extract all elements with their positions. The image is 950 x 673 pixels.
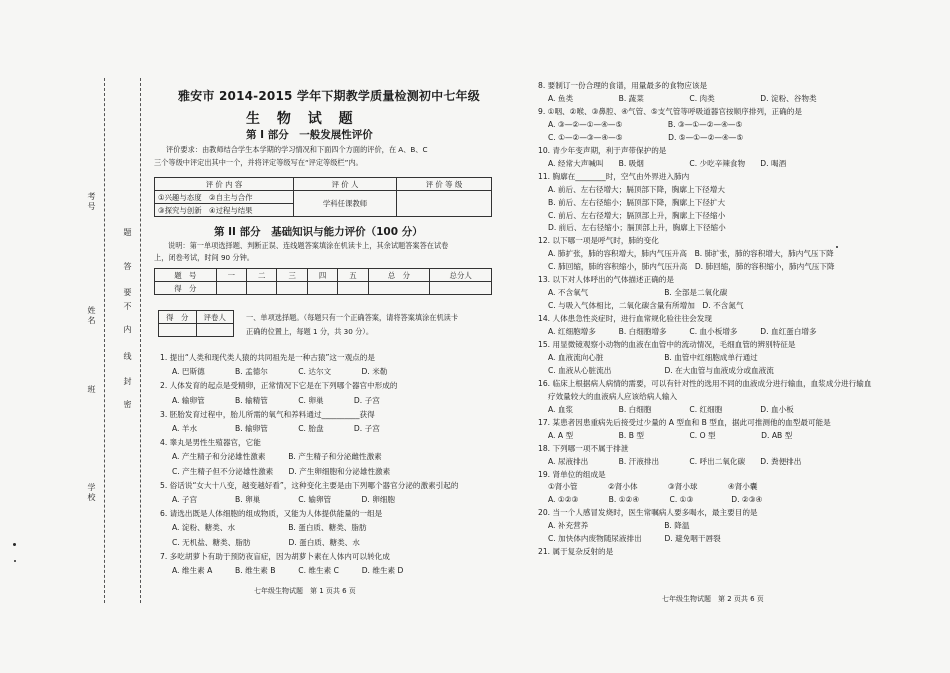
- score-col-header: 二: [247, 269, 277, 282]
- question-option: A. 肺扩张，肺的容积增大，肺内气压升高 B. 肺扩张，肺的容积增大，肺内气压下降: [548, 249, 834, 259]
- question-stem: 6. 请选出既是人体细胞的组成物质，又能为人体提供能量的一组是: [160, 509, 383, 519]
- question-stem: 15. 用显微镜观察小动物的血液在血管中的流动情况，毛细血管的辨别特征是: [538, 340, 796, 349]
- scan-speck: [836, 246, 838, 248]
- part1-instruction: 三个等级中评定出其中一个，并将评定等级写在“评定等级栏”内。: [154, 158, 363, 167]
- question-option: A. 血浆 B. 白细胞 C. 红细胞 D. 血小板: [548, 404, 794, 414]
- eval-header-evaluator: 评 价 人: [294, 178, 397, 191]
- question-option: C. 与吸入气体相比，二氧化碳含量有所增加 D. 不含氮气: [548, 301, 744, 311]
- part1-heading: 第 I 部分 一般发展性评价: [246, 129, 373, 141]
- grader-table: [158, 310, 234, 337]
- exam-title: 雅安市 2014-2015 学年下期教学质量检测初中七年级: [178, 89, 480, 103]
- question-stem: 16. 临床上根据病人病情的需要，可以有针对性的选用不同的血液成分进行输血，血浆成分进行输血: [538, 378, 872, 388]
- part2-heading: 第 II 部分 基础知识与能力评价（100 分）: [214, 226, 423, 238]
- question-stem: 18. 下列哪一项不属于排泄: [538, 443, 629, 453]
- question-stem: 11. 胸廓在________时，空气由外界进入肺内: [538, 171, 690, 181]
- question-option: C. ①—②—③—④—⑤ D. ⑤—①—②—④—⑤: [548, 132, 744, 142]
- question-stem: 10. 青少年变声期，利于声带保护的是: [538, 145, 667, 155]
- question-option: A. 维生素 A B. 维生素 B C. 维生素 C D. 维生素 D: [172, 566, 404, 575]
- score-cell[interactable]: [216, 282, 246, 295]
- question-option: A. 前后、左右径增大；膈顶部下降，胸廓上下径增大: [548, 184, 725, 194]
- evaluation-table: [154, 177, 492, 217]
- seal-char: 题: [123, 228, 132, 238]
- question-option: A. 鱼类 B. 蔬菜 C. 肉类 D. 淀粉、谷物类: [548, 93, 817, 103]
- scan-speck: [13, 543, 16, 546]
- grader-score-label: 得 分: [159, 311, 197, 324]
- question-stem: 12. 以下哪一项是呼气时，肺的变化: [538, 236, 659, 246]
- score-col-header: 四: [307, 269, 337, 282]
- footer-right: 七年级生物试题 第 2 页共 6 页: [662, 595, 764, 603]
- binding-label-name: 姓名: [87, 306, 96, 326]
- question-stem: 7. 多吃胡萝卜有助于预防夜盲症，因为胡萝卜素在人体内可以转化成: [160, 551, 390, 561]
- question-option: A. 产生精子和分泌雄性激素 B. 产生精子和分泌雌性激素: [172, 452, 382, 462]
- question-stem: 2. 人体发育的起点是受精卵，正常情况下它是在下列哪个器官中形成的: [160, 381, 398, 391]
- question-option: C. 前后、左右径增大；膈顶部上升，胸廓上下径缩小: [548, 210, 726, 220]
- question-option: A. 羊水 B. 输卵管 C. 胎盘 D. 子宫: [172, 424, 380, 433]
- question-option: A. 补充营养 B. 降温: [548, 521, 690, 531]
- question-option: A. 不含氧气 B. 全部是二氧化碳: [548, 288, 728, 298]
- score-col-header: 总 分: [368, 269, 430, 282]
- question-stem: 20. 当一个人感冒发烧时，医生常嘱病人要多喝水，最主要目的是: [538, 508, 758, 518]
- score-col-header: 题 号: [155, 269, 217, 282]
- score-row-label: 得 分: [155, 282, 217, 295]
- eval-evaluator: 学科任课教师: [294, 191, 397, 217]
- seal-char: 封: [123, 377, 132, 387]
- score-col-header: 总分人: [430, 269, 492, 282]
- part2-instruction: 上，闭卷考试，时间 90 分钟。: [154, 253, 254, 262]
- part1-instruction: 评价要求：由教师结合学生本学期的学习情况和下面四个方面的评价，在 A、B、C: [166, 145, 428, 154]
- question-stem: 14. 人体患急性炎症时，进行血常规化验往往会发现: [538, 314, 712, 324]
- part2-instruction: 说明：第一单项选择题、判断正误、连线题答案填涂在机读卡上，其余试题答案答在试卷: [168, 241, 449, 250]
- grader-name-cell[interactable]: [196, 324, 234, 337]
- question-option: A. 输卵管 B. 输精管 C. 卵巢 D. 子宫: [172, 395, 380, 405]
- question-stem: 5. 俗话说“女大十八变，越变越好看”，这种变化主要是由下列哪个器官分泌的激素引起的: [160, 480, 459, 490]
- question-option: B. 前后、左右径缩小；膈顶部下降，胸廓上下径扩大: [548, 197, 726, 207]
- footer-left: 七年级生物试题 第 1 页共 6 页: [254, 587, 356, 595]
- score-cell[interactable]: [277, 282, 307, 295]
- question-option: A. ①②③ B. ①②④ C. ①③ D. ②③④: [548, 495, 763, 505]
- eval-items-row1: ①兴趣与态度 ②自主与合作: [155, 191, 294, 204]
- question-option: A. 淀粉、糖类、水 B. 蛋白质、糖类、脂肪: [172, 523, 367, 533]
- score-cell[interactable]: [368, 282, 430, 295]
- question-stem: 1. 提出“人类和现代类人猿的共同祖先是一种古猿”这一观点的是: [160, 353, 375, 362]
- seal-char: 内: [123, 325, 132, 335]
- score-cell[interactable]: [307, 282, 337, 295]
- section1-instruction: 一、单项选择题。（每题只有一个正确答案，请将答案填涂在机读卡: [246, 313, 459, 322]
- question-stem: 21. 属于复杂反射的是: [538, 547, 614, 557]
- question-option: A. 尿液排出 B. 汗液排出 C. 呼出二氧化碳 D. 粪便排出: [548, 456, 802, 466]
- score-col-header: 五: [338, 269, 368, 282]
- question-option: A. 红细胞增多 B. 白细胞增多 C. 血小板增多 D. 血红蛋白增多: [548, 327, 817, 337]
- eval-header-grade: 评 价 等 级: [397, 178, 492, 191]
- question-option: C. 肺回缩，肺的容积缩小，肺内气压升高 D. 肺回缩，肺的容积缩小，肺内气压下降: [548, 262, 835, 272]
- question-stem: 17. 某患者因患重病先后接受过少量的 A 型血和 B 型血，据此可推测他的血型最可能是: [538, 417, 831, 427]
- question-option: A. 经常大声喊叫 B. 吸烟 C. 少吃辛辣食物 D. 喝酒: [548, 158, 787, 168]
- seal-char: 密: [123, 400, 132, 410]
- grader-label: 评卷人: [196, 311, 234, 324]
- binding-label-school: 学校: [87, 483, 96, 503]
- question-option: D. 前后、左右径缩小；膈顶部上升，胸廓上下径缩小: [548, 223, 726, 233]
- question-stem: 8. 要制订一份合理的食谱，用量最多的食物应该是: [538, 81, 708, 90]
- exam-subject: 生 物 试 题: [246, 111, 359, 127]
- seal-char: 答: [123, 262, 132, 272]
- question-stem: 9. ①咽、②喉、③鼻腔、④气管、⑤支气管等呼吸道器官按顺序排列，正确的是: [538, 106, 802, 116]
- question-option: A. ③—②—①—④—⑤ B. ③—①—②—④—⑤: [548, 119, 743, 129]
- question-stem: 4. 睾丸是男性生殖器官，它能: [160, 438, 261, 448]
- question-option: 疗效量较大的血液病人应该给病人输入: [548, 391, 678, 401]
- question-option: C. 无机盐、糖类、脂肪 D. 蛋白质、糖类、水: [172, 537, 360, 547]
- question-option: ①肾小管 ②肾小体 ③肾小球 ④肾小囊: [548, 482, 758, 492]
- question-stem: 3. 胚胎发育过程中，胎儿所需的氧气和养料通过__________获得: [160, 409, 375, 419]
- binding-dashed-line-inner: [140, 78, 141, 603]
- question-option: A. 巴斯德 B. 孟德尔 C. 达尔文 D. 米勒: [172, 367, 388, 377]
- eval-items-row2: ③探究与创新 ④过程与结果: [155, 204, 294, 217]
- scan-speck: [14, 560, 16, 562]
- question-option: C. 产生精子但不分泌雄性激素 D. 产生卵细胞和分泌雄性激素: [172, 466, 391, 476]
- eval-header-content: 评 价 内 容: [155, 178, 294, 191]
- score-cell[interactable]: [247, 282, 277, 295]
- score-col-header: 三: [277, 269, 307, 282]
- question-option: C. 加快体内废物随尿液排出 D. 避免咽干唇裂: [548, 534, 721, 544]
- score-col-header: 一: [216, 269, 246, 282]
- question-option: A. 子宫 B. 卵巢 C. 输卵管 D. 卵细胞: [172, 495, 395, 504]
- question-option: A. 血液流向心脏 B. 血管中红细胞成单行通过: [548, 352, 758, 362]
- binding-dashed-line-outer: [104, 78, 105, 603]
- section1-instruction: 正确的位置上，每题 1 分，共 30 分）。: [246, 327, 374, 336]
- question-stem: 19. 肾单位的组成是: [538, 469, 606, 479]
- score-table: [154, 268, 492, 295]
- score-cell[interactable]: [430, 282, 492, 295]
- seal-char: 线: [123, 352, 132, 362]
- binding-label-class: 班: [87, 385, 96, 395]
- question-stem: 13. 以下对人体呼出的气体描述正确的是: [538, 275, 674, 285]
- seal-char: 不: [123, 302, 132, 312]
- score-cell[interactable]: [338, 282, 368, 295]
- binding-label-exam-number: 考号: [87, 192, 96, 212]
- grader-score-cell[interactable]: [159, 324, 197, 337]
- question-option: A. A 型 B. B 型 C. O 型 D. AB 型: [548, 430, 793, 440]
- seal-char: 要: [123, 288, 132, 298]
- eval-grade-cell[interactable]: [397, 191, 492, 217]
- question-option: C. 血液从心脏流出 D. 在大血管与血液成分或血液流: [548, 365, 774, 375]
